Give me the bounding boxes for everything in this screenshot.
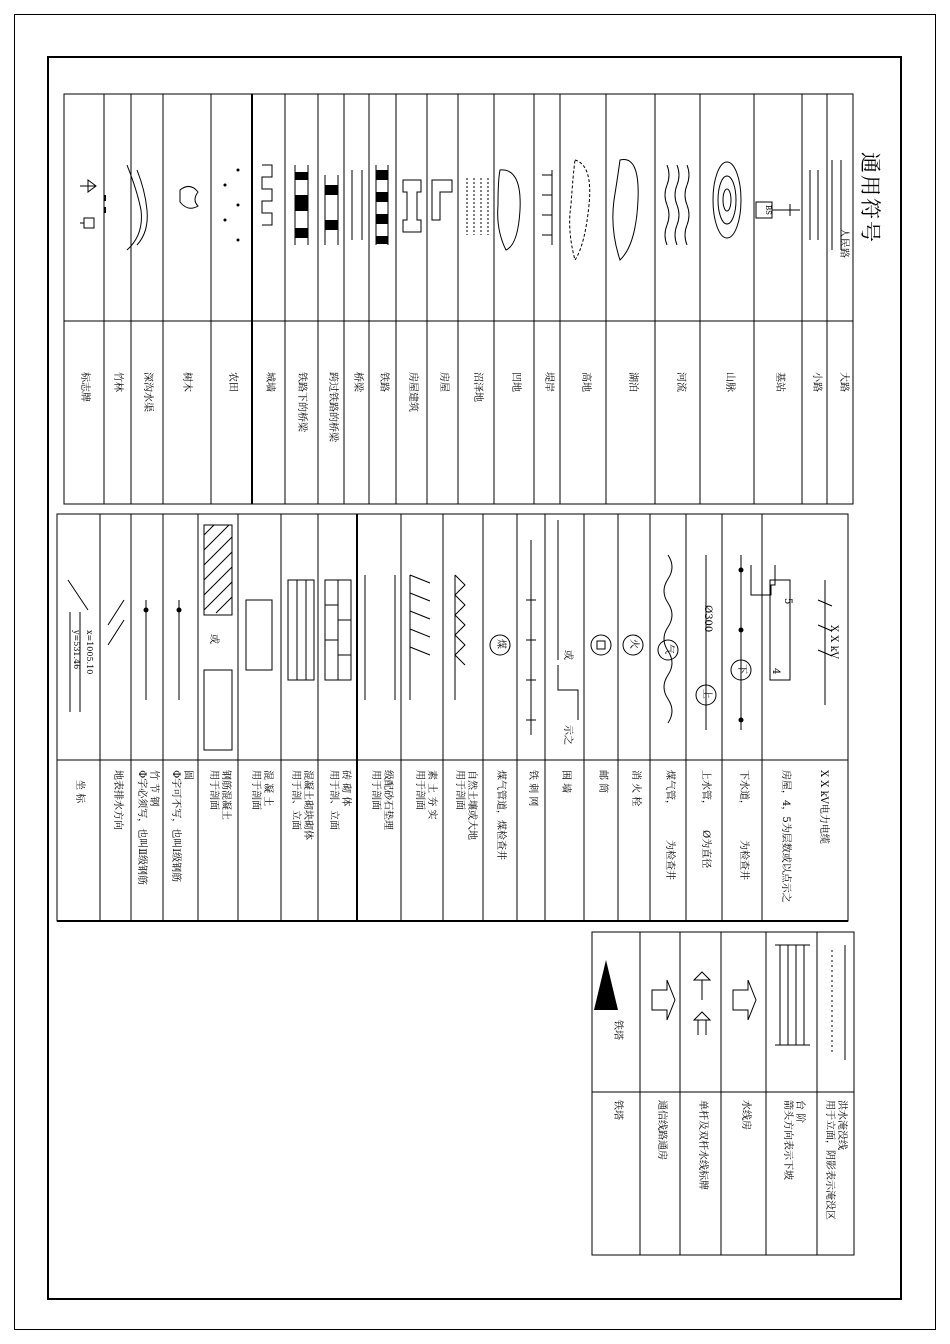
label-flood-line-b: 用于立面，阴影表示淹没区 xyxy=(824,1100,835,1220)
label-signboard: 标志牌 xyxy=(79,372,90,402)
label-water-line-house: 水线房 xyxy=(740,1100,751,1130)
label-bridge: 桥梁 xyxy=(352,372,363,392)
label-city-wall: 城墙 xyxy=(264,372,275,392)
label-brick: 砖 砌 体 xyxy=(340,770,351,807)
panel3-border xyxy=(592,932,854,1255)
label-ribbed-bar: 竹 节 钢 xyxy=(148,770,159,807)
symbol-text-dia300: Ø300 xyxy=(702,605,713,633)
symbol-text-renmin-road: 人民路 xyxy=(838,228,849,258)
symbol-text-kv: X X kV xyxy=(828,625,839,659)
label-small-road: 小路 xyxy=(811,372,822,392)
label-railway: 铁路 xyxy=(378,372,389,392)
symbol-text-coord-y: y=531.46 xyxy=(72,630,81,670)
label-gas-well: 煤气管道，煤检查井 xyxy=(495,770,506,860)
label-main-road: 大路 xyxy=(838,372,849,392)
label-mailbox: 邮 筒 xyxy=(597,770,608,794)
label-round-bar-b: Φ字可不写，也叫Ⅰ级钢筋 xyxy=(170,770,181,883)
label-bridge-over-railway: 跨过铁路的桥梁 xyxy=(327,372,338,442)
label-comm-line-house: 通信线路通房 xyxy=(656,1100,667,1160)
label-round-bar: 圆 xyxy=(182,770,193,780)
label-rammed-earth-b: 用于剖面 xyxy=(414,770,425,810)
page-title: 通用符号 xyxy=(858,152,882,244)
symbol-text-bs: BS xyxy=(764,205,772,215)
label-trees: 树木 xyxy=(181,372,192,392)
label-farmland: 农田 xyxy=(227,372,238,392)
label-ribbed-bar-b: Φ字必须写，也叫Ⅱ级钢筋 xyxy=(136,770,147,885)
symbol-text-4: 4 xyxy=(770,668,781,675)
label-lake: 湖泊 xyxy=(627,372,638,392)
label-graded-gravel: 级配砂石垫理 xyxy=(382,770,393,830)
label-steps-b: 箭头方向表示下坡 xyxy=(782,1100,793,1180)
label-water-pipe: 上水管， xyxy=(700,770,711,810)
symbol-text-xia: 下 xyxy=(736,664,747,674)
label-highland: 高地 xyxy=(580,372,591,392)
label-rammed-earth: 素 土 夯 实 xyxy=(426,770,437,820)
label-natural-soil-b: 用于剖面 xyxy=(454,770,465,810)
label-water-signboard: 单杆及双杆水线标牌 xyxy=(697,1100,708,1190)
label-gas-pipe-b: 为检查井 xyxy=(664,840,675,880)
label-brick-b: 用于剖、立面 xyxy=(328,770,339,830)
label-sewer: 下水道， xyxy=(738,770,749,810)
label-concrete-b: 用于剖面 xyxy=(250,770,261,810)
symbol-text-huo: 火 xyxy=(628,639,639,649)
label-water-pipe-b: Ø为直径 xyxy=(700,830,711,869)
label-sewer-b: 为检查井 xyxy=(738,840,749,880)
label-mountain: 山脉 xyxy=(724,372,735,392)
symbol-text-5: 5 xyxy=(782,598,793,605)
symbol-text-shizhi: 示之 xyxy=(562,725,573,745)
label-concrete-block: 混凝土砌块砌体 xyxy=(302,770,313,840)
label-graded-gravel-b: 用于剖面 xyxy=(370,770,381,810)
symbol-text-qi: 气 xyxy=(663,644,674,654)
symbol-text-mei: 煤 xyxy=(495,639,506,649)
label-house-floors: 房屋，4，5为层数或以点示之 xyxy=(780,770,791,903)
label-drainage: 地表排水方向 xyxy=(112,770,123,830)
label-base-station: 基站 xyxy=(774,372,785,392)
symbol-text-shang: 上 xyxy=(701,689,712,699)
label-natural-soil: 自然土壤或大地 xyxy=(466,770,477,840)
label-depression: 凹地 xyxy=(510,372,521,392)
label-flood-line: 洪水淹没线 xyxy=(836,1100,847,1150)
label-fence-wall: 围 墙 xyxy=(560,770,571,794)
label-gas-pipe: 煤气管， xyxy=(664,770,675,810)
label-ditch: 深沟水渠 xyxy=(142,372,153,412)
label-reinforced-concrete-b: 用于剖面 xyxy=(208,770,219,810)
label-concrete-block-b: 用于剖、立面 xyxy=(290,770,301,830)
label-coordinate: 坐 标 xyxy=(74,780,85,804)
label-embankment: 堤岸 xyxy=(543,372,554,392)
label-steps: 台 阶 xyxy=(794,1100,805,1124)
label-swamp: 沼泽地 xyxy=(472,372,483,402)
symbol-text-iron-tower: 铁塔 xyxy=(612,1020,623,1040)
label-concrete: 混 凝 土 xyxy=(262,770,273,807)
label-reinforced-concrete: 钢筋混凝土 xyxy=(220,770,231,820)
label-power-cable: X X kV电力电缆 xyxy=(818,770,829,844)
label-house: 房屋 xyxy=(438,372,449,392)
label-building: 房屋建筑 xyxy=(407,372,418,412)
label-iron-tower: 铁塔 xyxy=(612,1100,623,1120)
symbol-text-huo-wall: 或 xyxy=(562,650,573,660)
label-bridge-under-railway: 铁路下的桥梁 xyxy=(296,372,307,432)
symbol-text-coord-x: x=1005.10 xyxy=(85,630,94,675)
label-river: 河流 xyxy=(675,372,686,392)
label-hydrant: 消 火 栓 xyxy=(630,770,641,807)
label-barbed-wire: 铁 刺 网 xyxy=(527,770,538,807)
label-bamboo: 竹林 xyxy=(112,372,123,392)
symbol-text-huo-concrete: 或 xyxy=(208,634,219,644)
